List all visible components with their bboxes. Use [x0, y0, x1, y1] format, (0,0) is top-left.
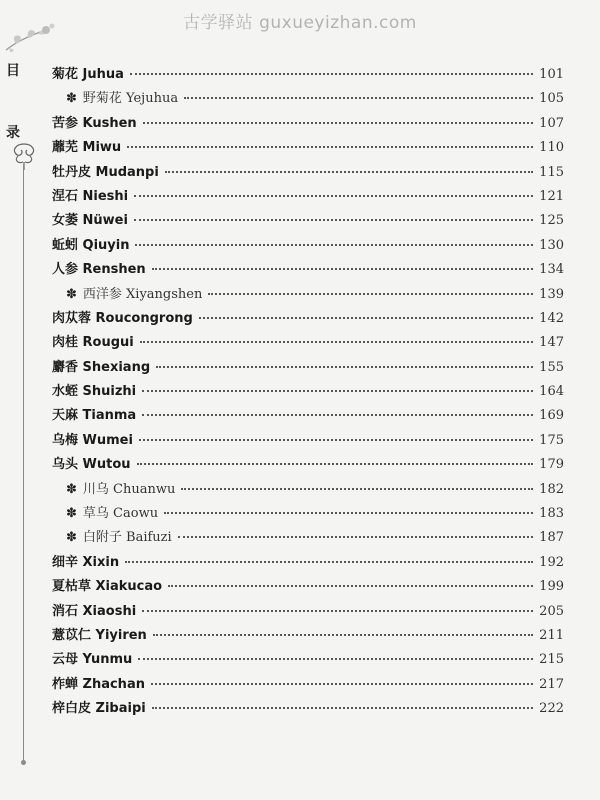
toc-entry-page: 139 — [539, 286, 564, 302]
toc-entry-page: 179 — [539, 457, 564, 473]
dot-leader — [130, 73, 533, 75]
toc-entry[interactable] — [52, 63, 564, 87]
toc-entry-title: 牡丹皮 Mudanpi — [52, 164, 159, 180]
toc-entry[interactable] — [52, 136, 564, 160]
scroll-ornament-icon — [4, 140, 44, 170]
toc-entry-title: 草乌 Caowu — [82, 506, 159, 522]
toc-entry-title: 柞蝉 Zhachan — [52, 676, 145, 692]
dot-leader — [151, 683, 533, 685]
toc-entry-title: 人参 Renshen — [52, 262, 146, 278]
toc-entry-title: 水蛭 Shuizhi — [52, 384, 137, 400]
flower-bullet-icon: ✽ — [66, 286, 77, 302]
dot-leader — [137, 463, 534, 465]
toc-entry-title: 菊花 Juhua — [52, 67, 124, 82]
rule-end-dot — [21, 760, 26, 765]
toc-entry[interactable] — [52, 575, 564, 599]
toc-entry-page: 147 — [539, 335, 564, 351]
toc-entry[interactable] — [52, 429, 564, 453]
toc-entry-title: 肉苁蓉 Roucongrong — [52, 310, 193, 326]
toc-entry-page: 115 — [539, 164, 564, 180]
flower-bullet-icon: ✽ — [66, 481, 77, 497]
dot-leader — [208, 293, 533, 295]
toc-entry-title: 天麻 Tianma — [52, 408, 137, 424]
toc-entry-page: 134 — [539, 262, 564, 278]
toc-entry-page: 215 — [539, 652, 564, 668]
toc-entry[interactable] — [52, 502, 564, 526]
toc-entry-page: 125 — [539, 213, 564, 229]
toc-entry-page: 175 — [539, 432, 564, 448]
toc-entry-title: 薏苡仁 Yiyiren — [52, 627, 147, 643]
dot-leader — [138, 658, 533, 660]
toc-entry-title: 涅石 Nieshi — [52, 188, 129, 204]
toc-entry[interactable] — [52, 624, 564, 648]
toc-entry-page: 121 — [539, 188, 564, 204]
toc-entry-page: 169 — [539, 408, 564, 424]
dot-leader — [134, 195, 533, 197]
dot-leader — [153, 634, 533, 636]
dot-leader — [135, 244, 533, 246]
toc-entry-title: 蚯蚓 Qiuyin — [52, 237, 130, 253]
dot-leader — [184, 97, 533, 99]
toc-entry[interactable] — [52, 331, 564, 355]
toc-entry[interactable] — [52, 600, 564, 624]
toc-entry-page: 192 — [539, 554, 564, 570]
toc-entry-title: 夏枯草 Xiakucao — [52, 579, 163, 595]
toc-entry-page: 142 — [539, 310, 564, 326]
toc-entry-title: 麝香 Shexiang — [52, 359, 151, 375]
toc-entry[interactable] — [52, 161, 564, 185]
side-title-char-2: 录 — [6, 125, 20, 141]
toc-entry-title: 女萎 Nüwei — [52, 213, 128, 229]
toc-entry[interactable] — [52, 648, 564, 672]
dot-leader — [140, 341, 533, 343]
toc-entry[interactable] — [52, 404, 564, 428]
toc-entry[interactable] — [52, 307, 564, 331]
toc-entry[interactable] — [52, 283, 564, 307]
toc-entry-title: 梓白皮 Zibaipi — [52, 701, 146, 717]
toc-entry-page: 107 — [539, 115, 564, 131]
dot-leader — [165, 171, 533, 173]
toc-entry-title: 西洋参 Xiyangshen — [82, 286, 203, 302]
toc-entry[interactable] — [52, 112, 564, 136]
toc-entry-page: 105 — [539, 91, 564, 107]
dot-leader — [127, 146, 533, 148]
flower-bullet-icon: ✽ — [66, 530, 77, 546]
toc-entry-title: 消石 Xiaoshi — [52, 603, 137, 619]
toc-entry[interactable] — [52, 551, 564, 575]
toc-entry-title: 白附子 Baifuzi — [82, 530, 172, 546]
toc-entry[interactable] — [52, 673, 564, 697]
toc-entry-title: 川乌 Chuanwu — [82, 481, 176, 497]
dot-leader — [142, 390, 533, 392]
flower-bullet-icon: ✽ — [66, 91, 77, 107]
dot-leader — [168, 585, 533, 587]
toc-entry-title: 苦参 Kushen — [52, 115, 137, 131]
toc-entry[interactable] — [52, 87, 564, 111]
toc-entry[interactable] — [52, 258, 564, 282]
toc-entry[interactable] — [52, 526, 564, 550]
toc-entry-page: 164 — [539, 384, 564, 400]
dot-leader — [199, 317, 533, 319]
watermark-text: 古学驿站 guxueyizhan.com — [183, 13, 417, 33]
toc-entry-title: 云母 Yunmu — [52, 652, 133, 668]
toc-entry[interactable] — [52, 478, 564, 502]
toc-entry[interactable] — [52, 453, 564, 477]
toc-entry-page: 101 — [539, 67, 564, 82]
dot-leader — [181, 488, 533, 490]
dot-leader — [142, 610, 533, 612]
toc-entry-title: 乌梅 Wumei — [52, 432, 133, 448]
toc-entry-title: 肉桂 Rougui — [52, 335, 134, 351]
toc-entry[interactable] — [52, 185, 564, 209]
table-of-contents — [52, 63, 564, 722]
toc-entry-page: 217 — [539, 676, 564, 692]
toc-entry-page: 211 — [539, 627, 564, 643]
dot-leader — [134, 219, 533, 221]
toc-entry-title: 乌头 Wutou — [52, 457, 131, 473]
dot-leader — [152, 707, 533, 709]
toc-entry-title: 蘼芜 Miwu — [52, 140, 122, 156]
flower-sprig-icon — [2, 20, 62, 58]
toc-entry[interactable] — [52, 697, 564, 721]
vertical-rule — [23, 164, 24, 762]
toc-entry-page: 183 — [539, 506, 564, 522]
toc-entry-title: 野菊花 Yejuhua — [82, 91, 179, 107]
toc-entry[interactable] — [52, 356, 564, 380]
toc-entry[interactable] — [52, 209, 564, 233]
dot-leader — [143, 122, 533, 124]
toc-entry-page: 110 — [539, 140, 564, 156]
toc-entry-page: 205 — [539, 603, 564, 619]
toc-entry-page: 182 — [539, 481, 564, 497]
dot-leader — [164, 512, 533, 514]
toc-entry[interactable] — [52, 234, 564, 258]
flower-bullet-icon: ✽ — [66, 506, 77, 522]
toc-entry[interactable] — [52, 380, 564, 404]
toc-entry-page: 130 — [539, 237, 564, 253]
toc-entry-page: 222 — [539, 701, 564, 717]
toc-entry-page: 199 — [539, 579, 564, 595]
dot-leader — [178, 536, 533, 538]
toc-entry-page: 187 — [539, 530, 564, 546]
dot-leader — [156, 366, 533, 368]
dot-leader — [152, 268, 533, 270]
dot-leader — [142, 414, 533, 416]
toc-entry-title: 细辛 Xixin — [52, 554, 120, 570]
toc-entry-page: 155 — [539, 359, 564, 375]
dot-leader — [139, 439, 533, 441]
side-title-char-1: 目 — [6, 63, 20, 79]
dot-leader — [125, 561, 533, 563]
